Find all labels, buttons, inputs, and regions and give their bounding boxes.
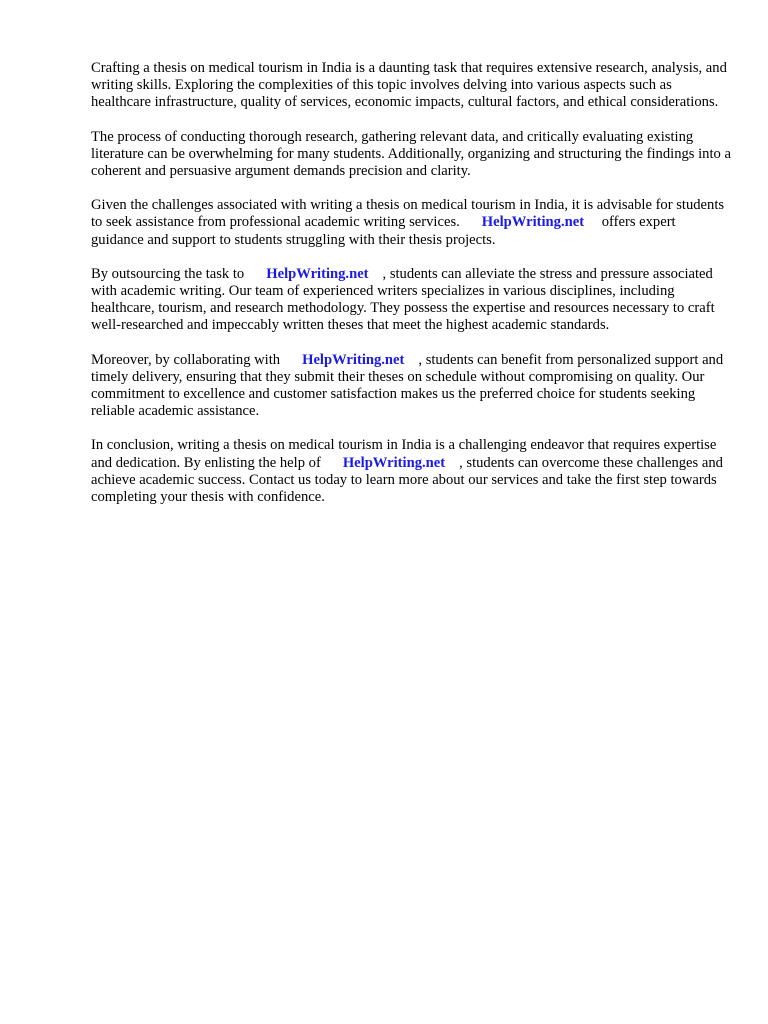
paragraph-conclusion	[91, 437, 731, 506]
paragraph-intro-text: Crafting a thesis on medical tourism in India is a daunting task that requires extensive research, analysis, and writing skills. Exploring the complexities of this topic involves delving into various aspects such as healthcare infrastructure, quality of services, economic impacts, cultural factors, and ethical considerations.	[91, 60, 727, 111]
paragraph-conclusion-text-after: , students can overcome these challenges and achieve academic success. Contact us today to learn more about our services and take the first step towards completing your thesis with confidence.	[91, 454, 723, 506]
helpwriting-link-4[interactable]: HelpWriting.net	[342, 454, 446, 471]
paragraph-outsourcing	[91, 266, 731, 335]
paragraph-collaborating-text-after: , students can benefit from personalized support and timely delivery, ensuring that they submit their theses on schedule without compromising on quality. Our commitment to excellence and customer satisfaction makes us the preferred choice for students seeking reliable academic assistance.	[91, 351, 724, 420]
paragraph-process	[91, 129, 731, 181]
paragraph-process-text: The process of conducting thorough research, gathering relevant data, and critically evaluating existing literature can be overwhelming for many students. Additionally, organizing and structuring the findings into a coherent and persuasive argument demands precision and clarity.	[91, 128, 731, 180]
helpwriting-link-2[interactable]: HelpWriting.net	[266, 265, 369, 282]
paragraph-challenges	[91, 197, 731, 249]
document-page	[91, 60, 731, 523]
paragraph-outsourcing-text-after: , students can alleviate the stress and pressure associated with academic writing. Our team of experienced writers specializes in various disciplines, including healthcare, tourism, and research methodology. They possess the expertise and resources necessary to craft well-researched and impeccably written theses that meet the highest academic standards.	[91, 265, 715, 334]
helpwriting-link-1[interactable]: HelpWriting.net	[481, 214, 585, 231]
paragraph-challenges-text-before: Given the challenges associated with writing a thesis on medical tourism in India, it is advisable for students to seek assistance from professional academic writing services.	[91, 197, 725, 231]
helpwriting-link-3[interactable]: HelpWriting.net	[302, 351, 405, 368]
paragraph-collaborating-text-before: Moreover, by collaborating with	[91, 351, 281, 368]
paragraph-challenges-text-after: offers expert guidance and support to students struggling with their thesis projects.	[91, 214, 676, 248]
paragraph-collaborating	[91, 352, 731, 421]
paragraph-conclusion-text-before: In conclusion, writing a thesis on medical tourism in India is a challenging endeavor that requires expertise and dedication. By enlisting the help of	[91, 437, 717, 471]
paragraph-outsourcing-text-before: By outsourcing the task to	[91, 265, 245, 282]
paragraph-intro	[91, 60, 731, 112]
